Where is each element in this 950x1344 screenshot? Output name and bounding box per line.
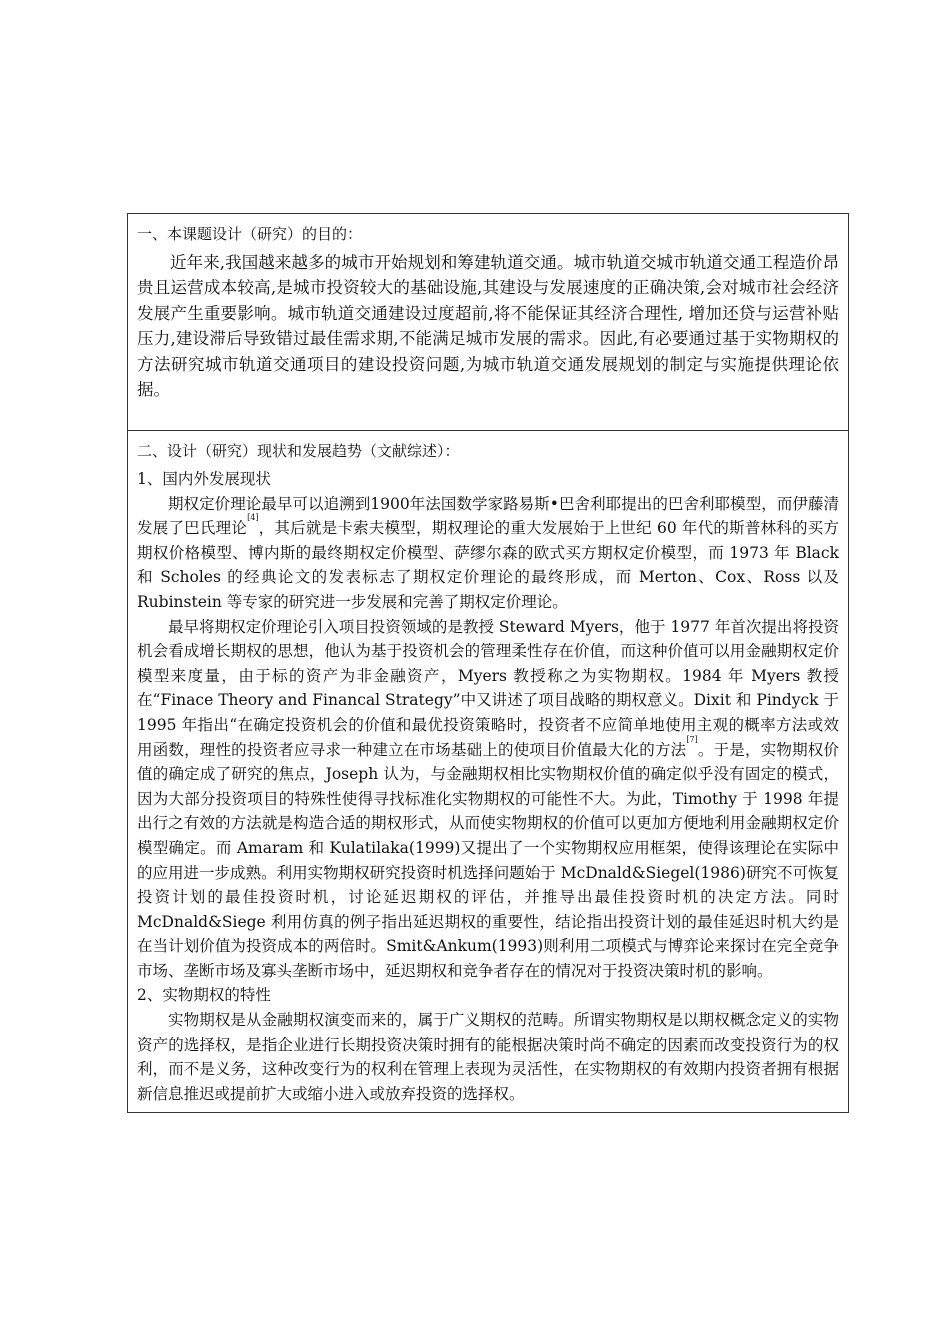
paragraph-text: 最早将期权定价理论引入项目投资领域的是教授 Steward Myers，他于 1977 年首次提出将投资机会看成增长期权的思想，他认为基于投资机会的管理柔性存在价值，而这种价值可以用金融期权定价模型来度量，由于标的资产为非金融资产，Myers 教授称之为实物期权。1984 年 Myers 教授在“Finace Theory and Financal Strategy”中又讲述了项目战略的期权意义。Dixit 和 Pindyck 于 1995 年指出“在确定投资机会的价值和最优投资策略时，投资者不应简单地使用主观的概率方法或效用函数，理性的投资者应寻求一种建立在市场基础上的使项目价值最大化的方法 [137, 617, 839, 759]
paragraph-text: 。于是，实物期权价值的确定成了研究的焦点，Joseph 认为，与金融期权相比实物期权价值的确定似乎没有固定的模式，因为大部分投资项目的特殊性使得寻找标准化实物期权的可能性不大。为此，Timothy 于 1998 年提出行之有效的方法就是构造合适的期权形式，从而使实物期权的价值可以更加方便地利用金融期权定价模型确定。而 Amaram 和 Kulatilaka(1999)又提出了一个实物期权应用框架，使得该理论在实际中的应用进一步成熟。利用实物期权研究投资时机选择问题始于 McDnald&Siegel(1986)研究不可恢复投资计划的最佳投资时机，讨论延迟期权的评估，并推导出最佳投资时机的决定方法。同时 McDnald&Siege 利用仿真的例子指出延迟期权的重要性，结论指出投资计划的最佳延迟时机大约是在当计划价值为投资成本的两倍时。Smit&Ankum(1993)则利用二项模式与博弈论来探讨在完全竞争市场、垄断市场及寡头垄断市场中，延迟期权和竞争者存在的情况对于投资决策时机的影响。 [137, 740, 839, 980]
literature-review-heading: 二、设计（研究）现状和发展趋势（文献综述）： [137, 442, 460, 460]
subheading-real-option-characteristics: 2、实物期权的特性 [137, 986, 271, 1005]
paragraph-real-options-research [137, 615, 839, 984]
purpose-heading: 一、本课题设计（研究）的目的： [137, 225, 363, 243]
paragraph-text: ，其后就是卡索夫模型，期权理论的重大发展始于上世纪 60 年代的斯普林科的买方期权价格模型、博内斯的最终期权定价模型、萨缪尔森的欧式买方期权定价模型，而 1973 年 Black 和 Scholes 的经典论文的发表标志了期权定价理论的最终形成，而 Merton、Cox、Ross 以及 Rubinstein 等专家的研究进一步发展和完善了期权定价理论。 [137, 519, 839, 611]
paragraph-text: 期权定价理论最早可以追溯到1900年法国数学家路易斯•巴舍利耶提出的巴舍利耶模型，而伊藤清发展了巴氏理论 [137, 494, 839, 538]
literature-review-section [128, 430, 848, 1112]
purpose-section [128, 214, 848, 430]
purpose-paragraph: 近年来,我国越来越多的城市开始规划和筹建轨道交通。城市轨道交城市轨道交通工程造价昂贵且运营成本较高,是城市投资较大的基础设施,其建设与发展速度的正确决策,会对城市社会经济发展产生重要影响。城市轨道交通建设过度超前,将不能保证其经济合理性, 增加还贷与运营补贴压力,建设滞后导致错过最佳需求期,不能满足城市发展的需求。因此,有必要通过基于实物期权的方法研究城市轨道交通项目的建设投资问题,为城市轨道交通发展规划的制定与实施提供理论依据。 [137, 253, 839, 400]
subheading-domestic-foreign-status: 1、国内外发展现状 [137, 470, 271, 488]
paragraph-real-option-definition: 实物期权是从金融期权演变而来的，属于广义期权的范畴。所谓实物期权是以期权概念定义的实物资产的选择权，是指企业进行长期投资决策时拥有的能根据决策时尚不确定的因素而改变投资行为的权利，而不是义务，这种改变行为的权利在管理上表现为灵活性，在实物期权的有效期内投资者拥有根据新信息推迟或提前扩大或缩小进入或放弃投资的选择权。 [137, 1011, 839, 1103]
citation-4: [4] [247, 513, 259, 523]
proposal-table [127, 213, 849, 1113]
citation-7: [7] [686, 734, 698, 744]
paragraph-option-pricing-history [137, 492, 839, 615]
